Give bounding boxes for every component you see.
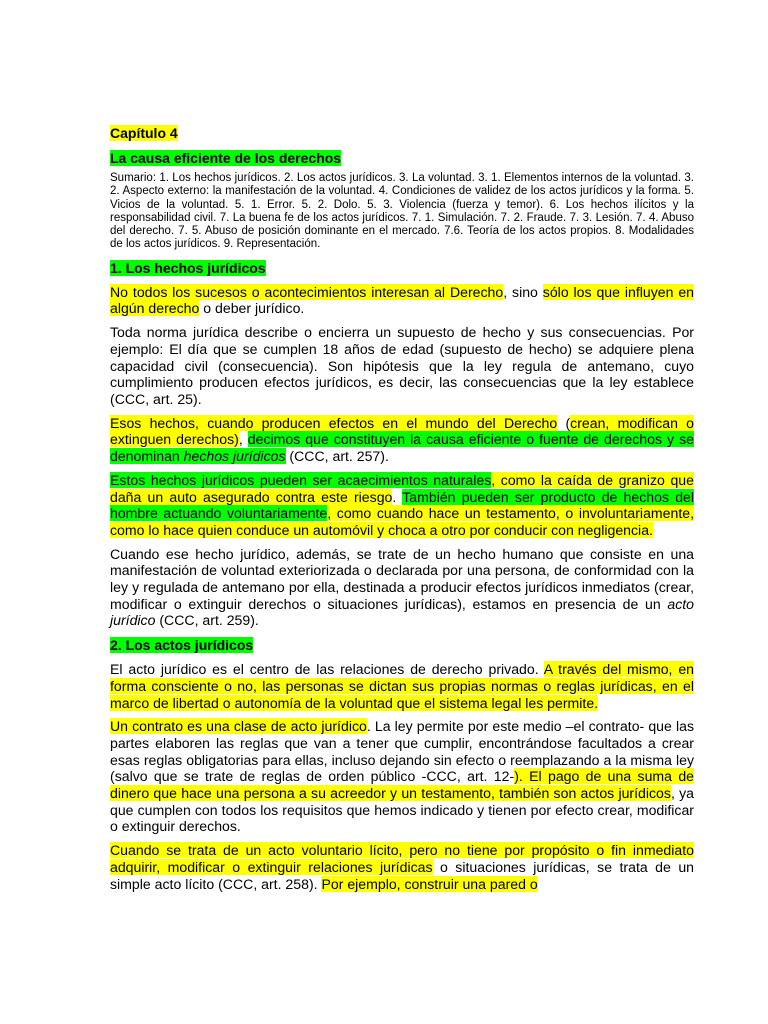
chapter-label: Capítulo 4 [110,125,178,141]
chapter-title: La causa eficiente de los derechos [110,150,342,166]
section-2-paragraph-3: Cuando se trata de un acto voluntario lícito, pero no tiene por propósito o fin inmediato adquirir, modificar o extinguir relaciones jurídicas o situaciones jurídicas, se trata de un simple acto lícito (CCC, art. 258). Por ejemplo, construir una pared o [110,842,695,892]
section-2-heading: 2. Los actos jurídicos [110,637,254,654]
section-2-paragraph-2: Un contrato es una clase de acto jurídico. La ley permite por este medio –el contrato- que las partes elaboren las reglas que van a tener que cumplir, encontrándose facultados a crear esas reglas obligatorias para ellas, incluso dejando sin efecto o reemplazando a la misma ley (salvo que se trate de reglas de orden público -CCC, art. 12-). El pago de una suma de dinero que hace una persona a su acreedor y un testamento, también son actos jurídicos, ya que cumplen con todos los requisitos que hemos indicado y tienen por efecto crear, modificar o extinguir derechos. [110,718,695,835]
document-page [110,124,694,899]
section-1-paragraph-5: Cuando ese hecho jurídico, además, se trate de un hecho humano que consiste en una manifestación de voluntad exteriorizada o declarada por una persona, de conformidad con la ley y regulada de antemano por ella, destinada a producir efectos jurídicos inmediatos (crear, modificar o extinguir derechos o situaciones jurídicas), estamos en presencia de un acto jurídico (CCC, art. 259). [110,545,694,629]
section-1-paragraph-2: Toda norma jurídica describe o encierra un supuesto de hecho y sus consecuencias. Por ejemplo: El día que se cumplen 18 años de edad (supuesto de hecho) se adquiere plena capacidad civil (consecuencia). Son hipótesis que la ley regula de antemano, cuyo cumplimiento producen efectos jurídicos, es decir, las consecuencias que la ley establece (CCC, art. 25). [110,324,694,407]
section-1-paragraph-1: No todos los sucesos o acontecimientos interesan al Derecho, sino sólo los que influyen en algún derecho o deber jurídico. [110,283,694,317]
section-2-paragraph-1: El acto jurídico es el centro de las relaciones de derecho privado. A través del mismo, en forma consciente o no, las personas se dictan sus propias normas o reglas jurídicas, en el marco de libertad o autonomía de la voluntad que el sistema legal les permite. [110,661,694,711]
section-1-paragraph-4: Estos hechos jurídicos pueden ser acaecimientos naturales, como la caída de granizo que daña un auto asegurado contra este riesgo. También pueden ser producto de hechos del hombre actuando voluntariamente, como cuando hace un testamento, o involuntariamente, como lo hace quien conduce un automóvil y choca a otro por conducir con negligencia. [110,471,695,538]
section-1-heading: 1. Los hechos jurídicos [110,259,266,276]
section-1-paragraph-3: Esos hechos, cuando producen efectos en el mundo del Derecho (crean, modifican o extinguen derechos), decimos que constituyen la causa eficiente o fuente de derechos y se denominan hechos jurídicos (CCC, art. 257). [110,414,695,465]
summary-paragraph: Sumario: 1. Los hechos jurídicos. 2. Los actos jurídicos. 3. La voluntad. 3. 1. Elementos internos de la voluntad. 3. 2. Aspecto externo: la manifestación de la voluntad. 4. Condiciones de validez de los actos jurídicos y la forma. 5. Vicios de la voluntad. 5. 1. Error. 5. 2. Dolo. 5. 3. Violencia (fuerza y temor). 6. Los hechos ilícitos y la responsabilidad civil. 7. La buena fe de los actos jurídicos. 7. 1. Simulación. 7. 2. Fraude. 7. 3. Lesión. 7. 4. Abuso del derecho. 7. 5. Abuso de posición dominante en el mercado. 7.6. Teoría de los actos propios. 8. Modalidades de los actos jurídicos. 9. Representación. [110,172,694,251]
